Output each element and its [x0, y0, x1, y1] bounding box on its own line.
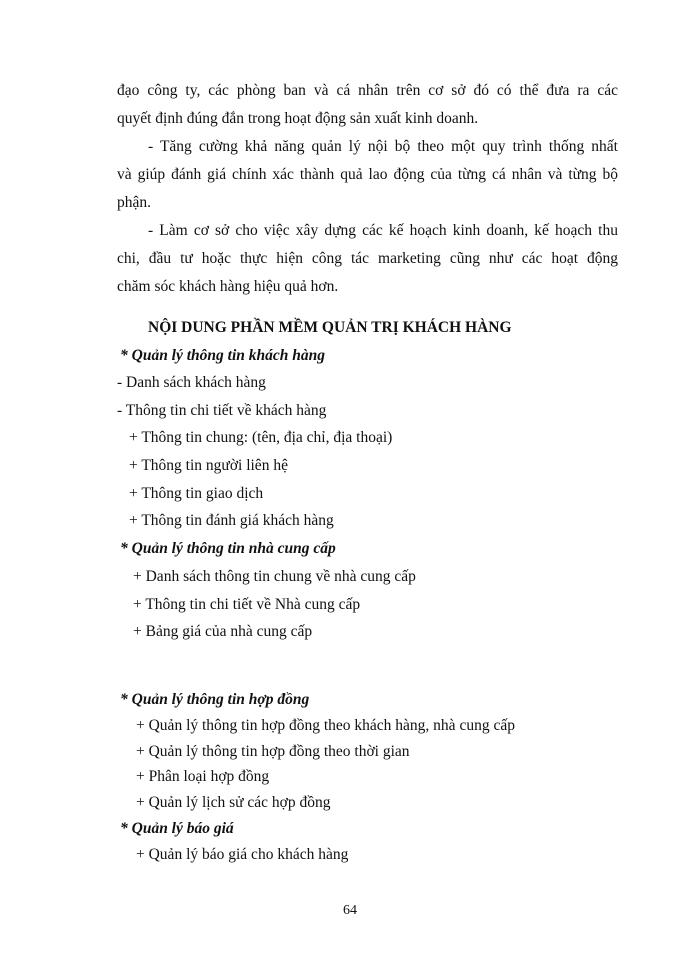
- paragraph-line: - Làm cơ sở cho việc xây dựng các kế hoạch kinh doanh, kế hoạch thu: [148, 222, 618, 239]
- quote-section-title: * Quản lý báo giá: [120, 820, 234, 837]
- list-subitem: + Danh sách thông tin chung về nhà cung cấp: [133, 568, 416, 585]
- list-subitem: + Quản lý thông tin hợp đồng theo khách hàng, nhà cung cấp: [136, 717, 515, 734]
- section-heading: NỘI DUNG PHẦN MỀM QUẢN TRỊ KHÁCH HÀNG: [148, 319, 512, 336]
- page-number: 64: [343, 903, 357, 918]
- contract-section-title: * Quản lý thông tin hợp đồng: [120, 691, 310, 708]
- paragraph-line: quyết định đúng đắn trong hoạt động sản xuất kinh doanh.: [117, 110, 479, 127]
- supplier-section-title: * Quản lý thông tin nhà cung cấp: [120, 540, 336, 557]
- paragraph-line: đạo công ty, các phòng ban và cá nhân trên cơ sở đó có thể đưa ra các: [117, 82, 618, 99]
- paragraph-line: và giúp đánh giá chính xác thành quả lao động của từng cá nhân và từng bộ: [117, 166, 618, 183]
- paragraph-line: phận.: [117, 194, 152, 211]
- paragraph-line: chăm sóc khách hàng hiệu quả hơn.: [117, 278, 339, 295]
- list-subitem: + Phân loại hợp đồng: [136, 768, 270, 785]
- list-subitem: + Thông tin chi tiết về Nhà cung cấp: [133, 596, 361, 613]
- list-subitem: + Thông tin người liên hệ: [129, 457, 288, 474]
- list-subitem: + Quản lý thông tin hợp đồng theo thời gian: [136, 743, 410, 760]
- list-subitem: + Quản lý báo giá cho khách hàng: [136, 846, 349, 863]
- list-subitem: + Thông tin đánh giá khách hàng: [129, 512, 334, 529]
- list-subitem: + Thông tin giao dịch: [129, 485, 264, 502]
- paragraph-line: - Tăng cường khả năng quản lý nội bộ theo một quy trình thống nhất: [148, 138, 618, 155]
- customer-section-title: * Quản lý thông tin khách hàng: [120, 347, 326, 364]
- list-item: - Thông tin chi tiết về khách hàng: [117, 402, 327, 419]
- list-item: - Danh sách khách hàng: [117, 374, 266, 391]
- paragraph-line: chi, đầu tư hoặc thực hiện công tác marketing cũng như các hoạt động: [117, 250, 618, 267]
- list-subitem: + Quản lý lịch sử các hợp đồng: [136, 794, 331, 811]
- list-subitem: + Bảng giá của nhà cung cấp: [133, 623, 313, 640]
- list-subitem: + Thông tin chung: (tên, địa chỉ, địa thoại): [129, 429, 393, 446]
